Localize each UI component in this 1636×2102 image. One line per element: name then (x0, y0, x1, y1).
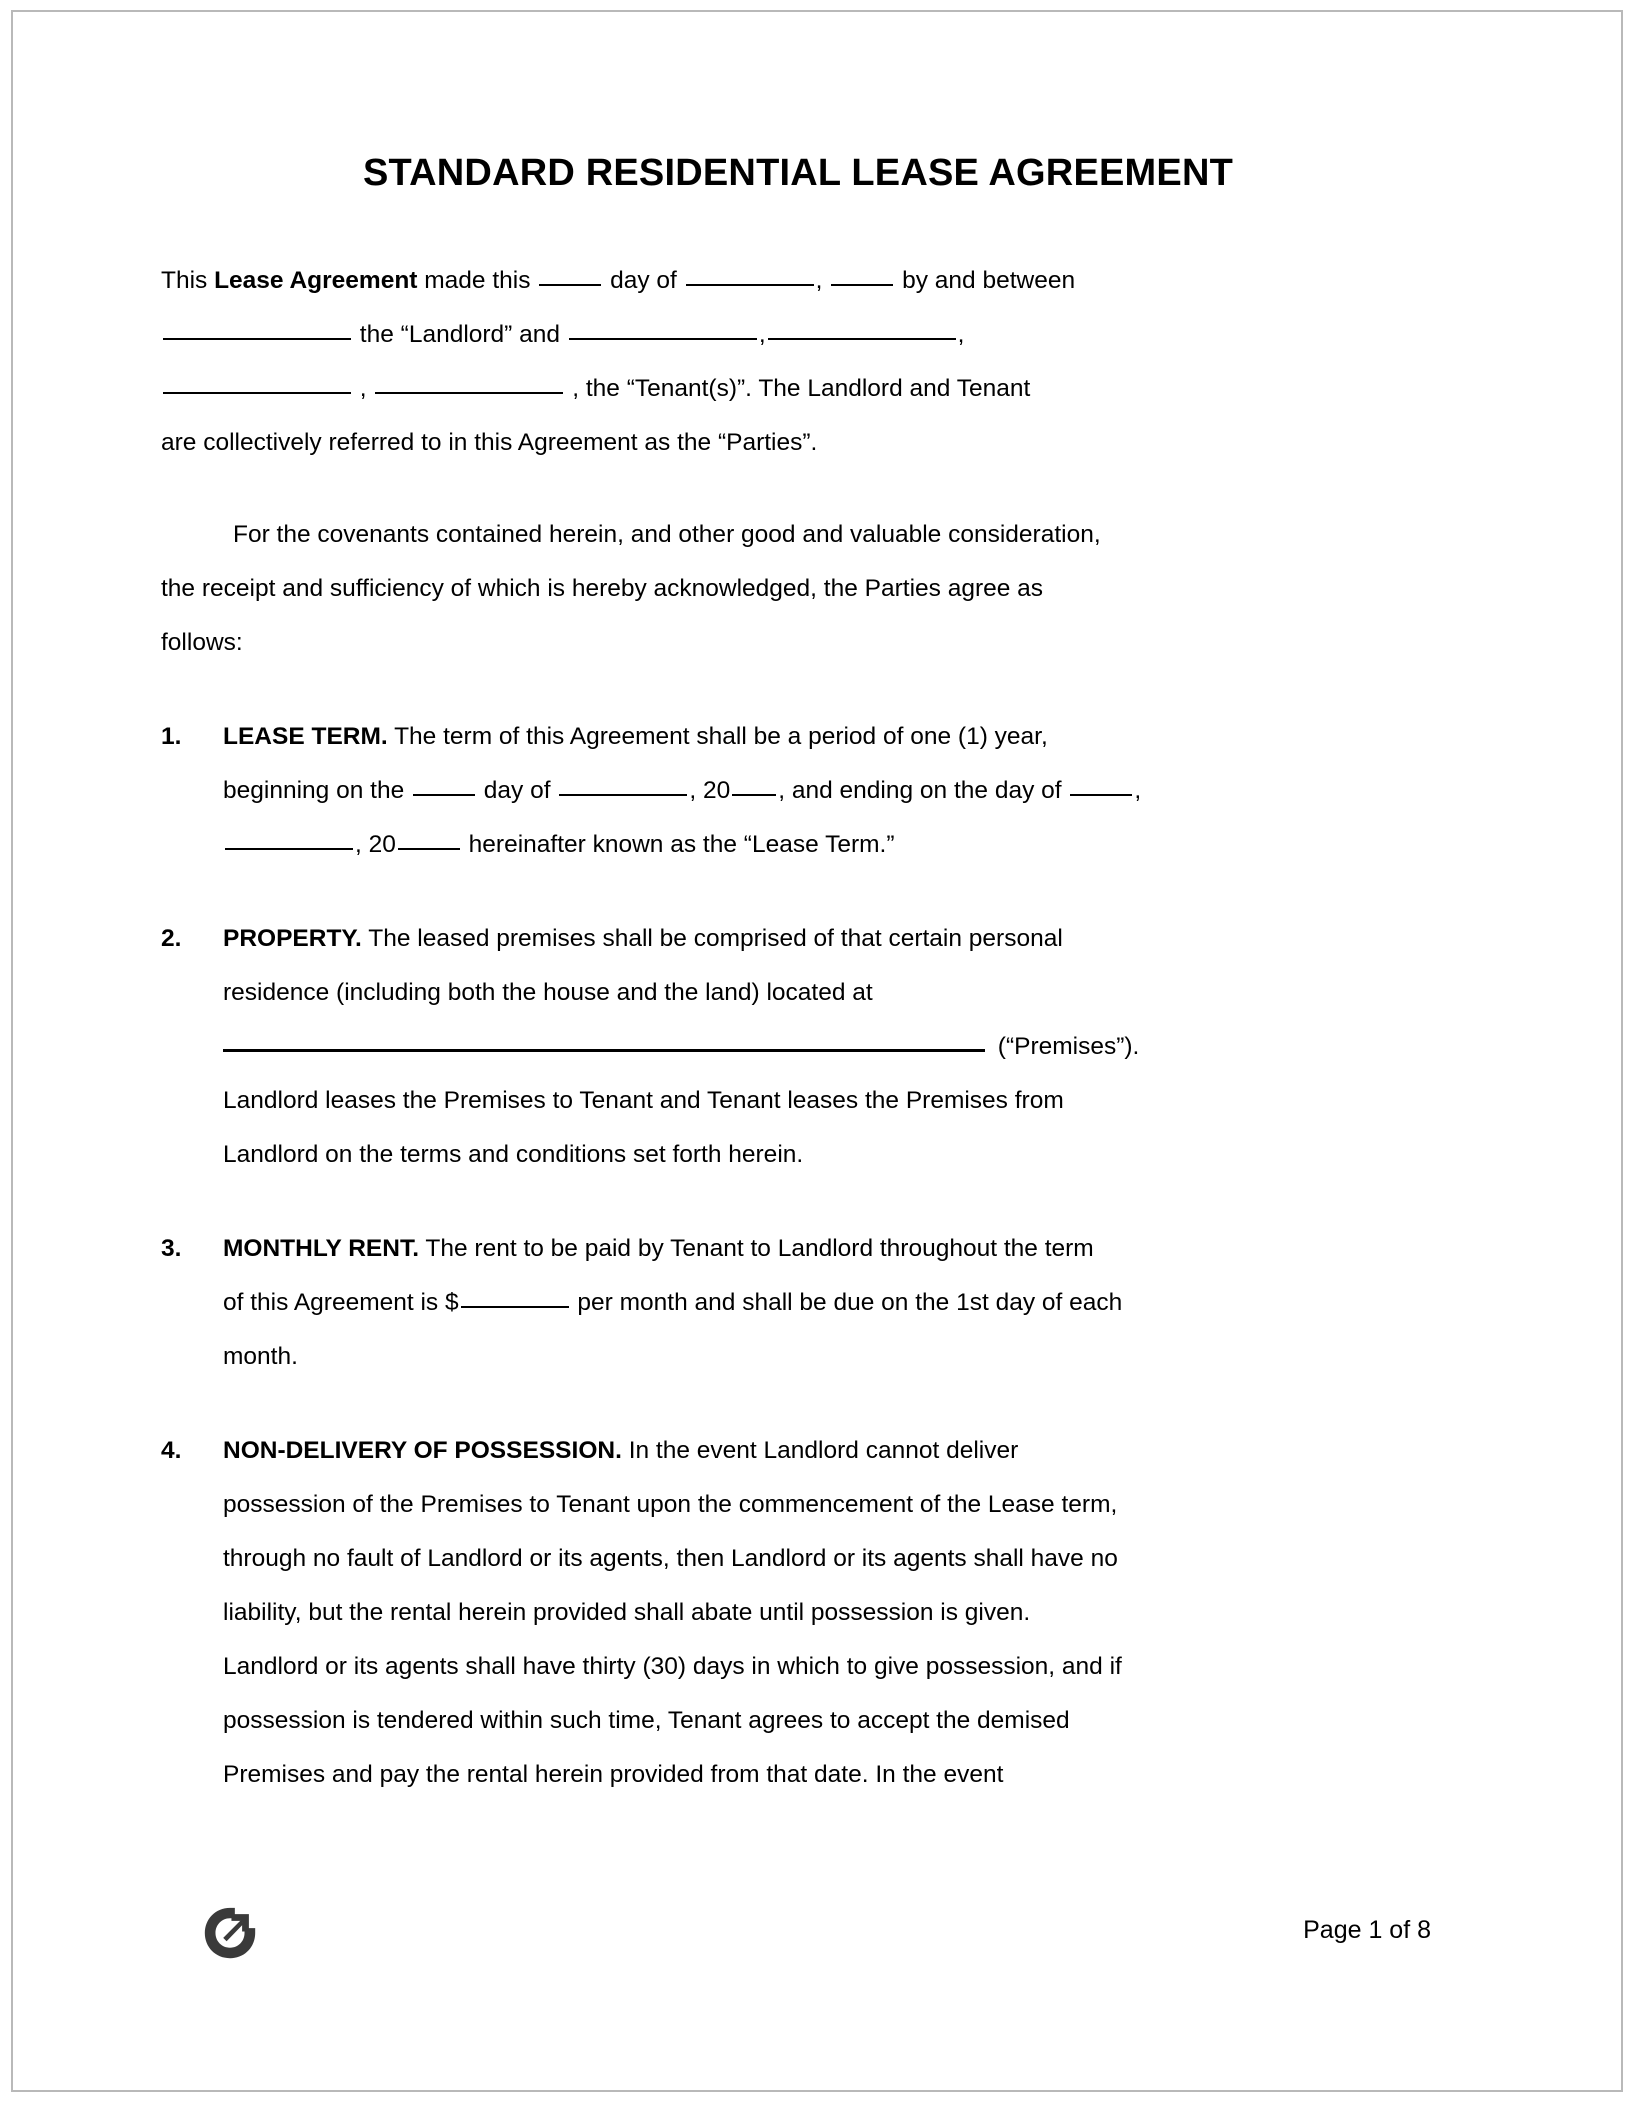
blank-begin-month[interactable] (559, 774, 687, 796)
intro-segment-5: by and between (895, 266, 1076, 294)
clause-4-seg-4: liability, but the rental herein provided shall abate until possession is given. (223, 1598, 1031, 1626)
clause-heading-3: MONTHLY RENT. (223, 1234, 420, 1262)
clause-1-seg-4: , 20 (689, 776, 731, 804)
clause-3-seg-1: The rent to be paid by Tenant to Landlord throughout the term (419, 1234, 1094, 1262)
clause-1-seg-6: , (1134, 776, 1142, 804)
clause-number-3: 3. (161, 1234, 182, 1262)
clause-number-2: 2. (161, 924, 182, 952)
intro-segment-9: , the “Tenant(s)”. The Landlord and Tenant (565, 374, 1031, 402)
clause-4-seg-3: through no fault of Landlord or its agents, then Landlord or its agents shall have no (223, 1544, 1118, 1572)
clause-2-seg-1: The leased premises shall be comprised of that certain personal (361, 924, 1063, 952)
blank-month[interactable] (686, 264, 814, 286)
blank-year[interactable] (831, 264, 893, 286)
intro-paragraph (161, 254, 1481, 470)
clause-2-seg-3: (“Premises”). (991, 1032, 1140, 1060)
blank-end-month[interactable] (225, 828, 353, 850)
clause-2-seg-2: residence (including both the house and the land) located at (223, 978, 873, 1006)
clause-1-seg-1: The term of this Agreement shall be a period of one (1) year, (387, 722, 1048, 750)
blank-tenant-name-1[interactable] (569, 318, 757, 340)
blank-end-year[interactable] (398, 828, 460, 850)
clause-non-delivery-of-possession (161, 1424, 1481, 1802)
blank-end-day[interactable] (1070, 774, 1132, 796)
clause-body-1 (223, 710, 1481, 872)
intro-segment-2: made this (417, 266, 538, 294)
blank-tenant-name-4[interactable] (375, 372, 563, 394)
clause-1-seg-3: day of (477, 776, 558, 804)
intro-segment-10: are collectively referred to in this Agreement as the “Parties”. (161, 428, 818, 456)
lease-agreement-bold: Lease Agreement (214, 266, 418, 294)
clause-3-seg-4: month. (223, 1342, 298, 1370)
intro-segment-7: , (758, 320, 766, 348)
clause-1-seg-7: , 20 (355, 830, 396, 858)
intro-segment-7b: , (957, 320, 965, 348)
clause-number-4: 4. (161, 1436, 182, 1464)
intro-segment-3: day of (603, 266, 684, 294)
external-link-refresh-logo-icon (199, 1902, 261, 1964)
clause-1-seg-2: beginning on the (223, 776, 411, 804)
covenants-paragraph (161, 508, 1481, 670)
clause-4-seg-6: possession is tendered within such time, Tenant agrees to accept the demised (223, 1706, 1070, 1734)
blank-rent-amount[interactable] (461, 1286, 569, 1308)
intro-segment-1: This (161, 266, 215, 294)
clause-2-seg-4: Landlord leases the Premises to Tenant and Tenant leases the Premises from (223, 1086, 1064, 1114)
page-title: STANDARD RESIDENTIAL LEASE AGREEMENT (363, 152, 1233, 194)
intro-text (161, 254, 1481, 470)
page-number-label: Page 1 of 8 (1303, 1916, 1431, 1944)
clause-property (161, 912, 1481, 1182)
intro-segment-6: the “Landlord” and (353, 320, 567, 348)
clause-2-seg-5: Landlord on the terms and conditions set forth herein. (223, 1140, 804, 1168)
covenants-line-3: follows: (161, 628, 243, 656)
clause-3-seg-2: of this Agreement is $ (223, 1288, 459, 1316)
clause-body-2 (223, 912, 1481, 1182)
covenants-line-1: For the covenants contained herein, and other good and valuable consideration, (233, 520, 1101, 548)
blank-begin-year[interactable] (732, 774, 776, 796)
clause-heading-1: LEASE TERM. (223, 722, 388, 750)
blank-landlord-name[interactable] (163, 318, 351, 340)
clause-4-seg-2: possession of the Premises to Tenant upon the commencement of the Lease term, (223, 1490, 1118, 1518)
covenants-line-2: the receipt and sufficiency of which is hereby acknowledged, the Parties agree as (161, 574, 1044, 602)
page-footer (161, 1902, 1481, 1992)
blank-premises-address[interactable] (223, 1027, 985, 1052)
clause-body-3 (223, 1222, 1481, 1384)
clause-number-1: 1. (161, 722, 182, 750)
page-sheet (11, 10, 1623, 2092)
blank-tenant-name-3[interactable] (163, 372, 351, 394)
blank-tenant-name-2[interactable] (768, 318, 956, 340)
clause-4-seg-5: Landlord or its agents shall have thirty (30) days in which to give possession, and if (223, 1652, 1122, 1680)
clause-1-seg-5: , and ending on the day of (778, 776, 1069, 804)
clause-3-seg-3: per month and shall be due on the 1st day of each (570, 1288, 1123, 1316)
clause-monthly-rent (161, 1222, 1481, 1384)
document-body (161, 132, 1481, 1802)
blank-begin-day[interactable] (413, 774, 475, 796)
clause-body-4 (223, 1424, 1481, 1802)
clause-4-seg-1: In the event Landlord cannot deliver (621, 1436, 1019, 1464)
intro-segment-4: , (815, 266, 830, 294)
clause-1-seg-8: hereinafter known as the “Lease Term.” (461, 830, 895, 858)
intro-segment-8: , (353, 374, 374, 402)
clause-4-seg-7: Premises and pay the rental herein provided from that date. In the event (223, 1760, 1004, 1788)
blank-day[interactable] (539, 264, 601, 286)
clause-heading-4: NON-DELIVERY OF POSSESSION. (223, 1436, 622, 1464)
clause-lease-term (161, 710, 1481, 872)
clause-heading-2: PROPERTY. (223, 924, 362, 952)
